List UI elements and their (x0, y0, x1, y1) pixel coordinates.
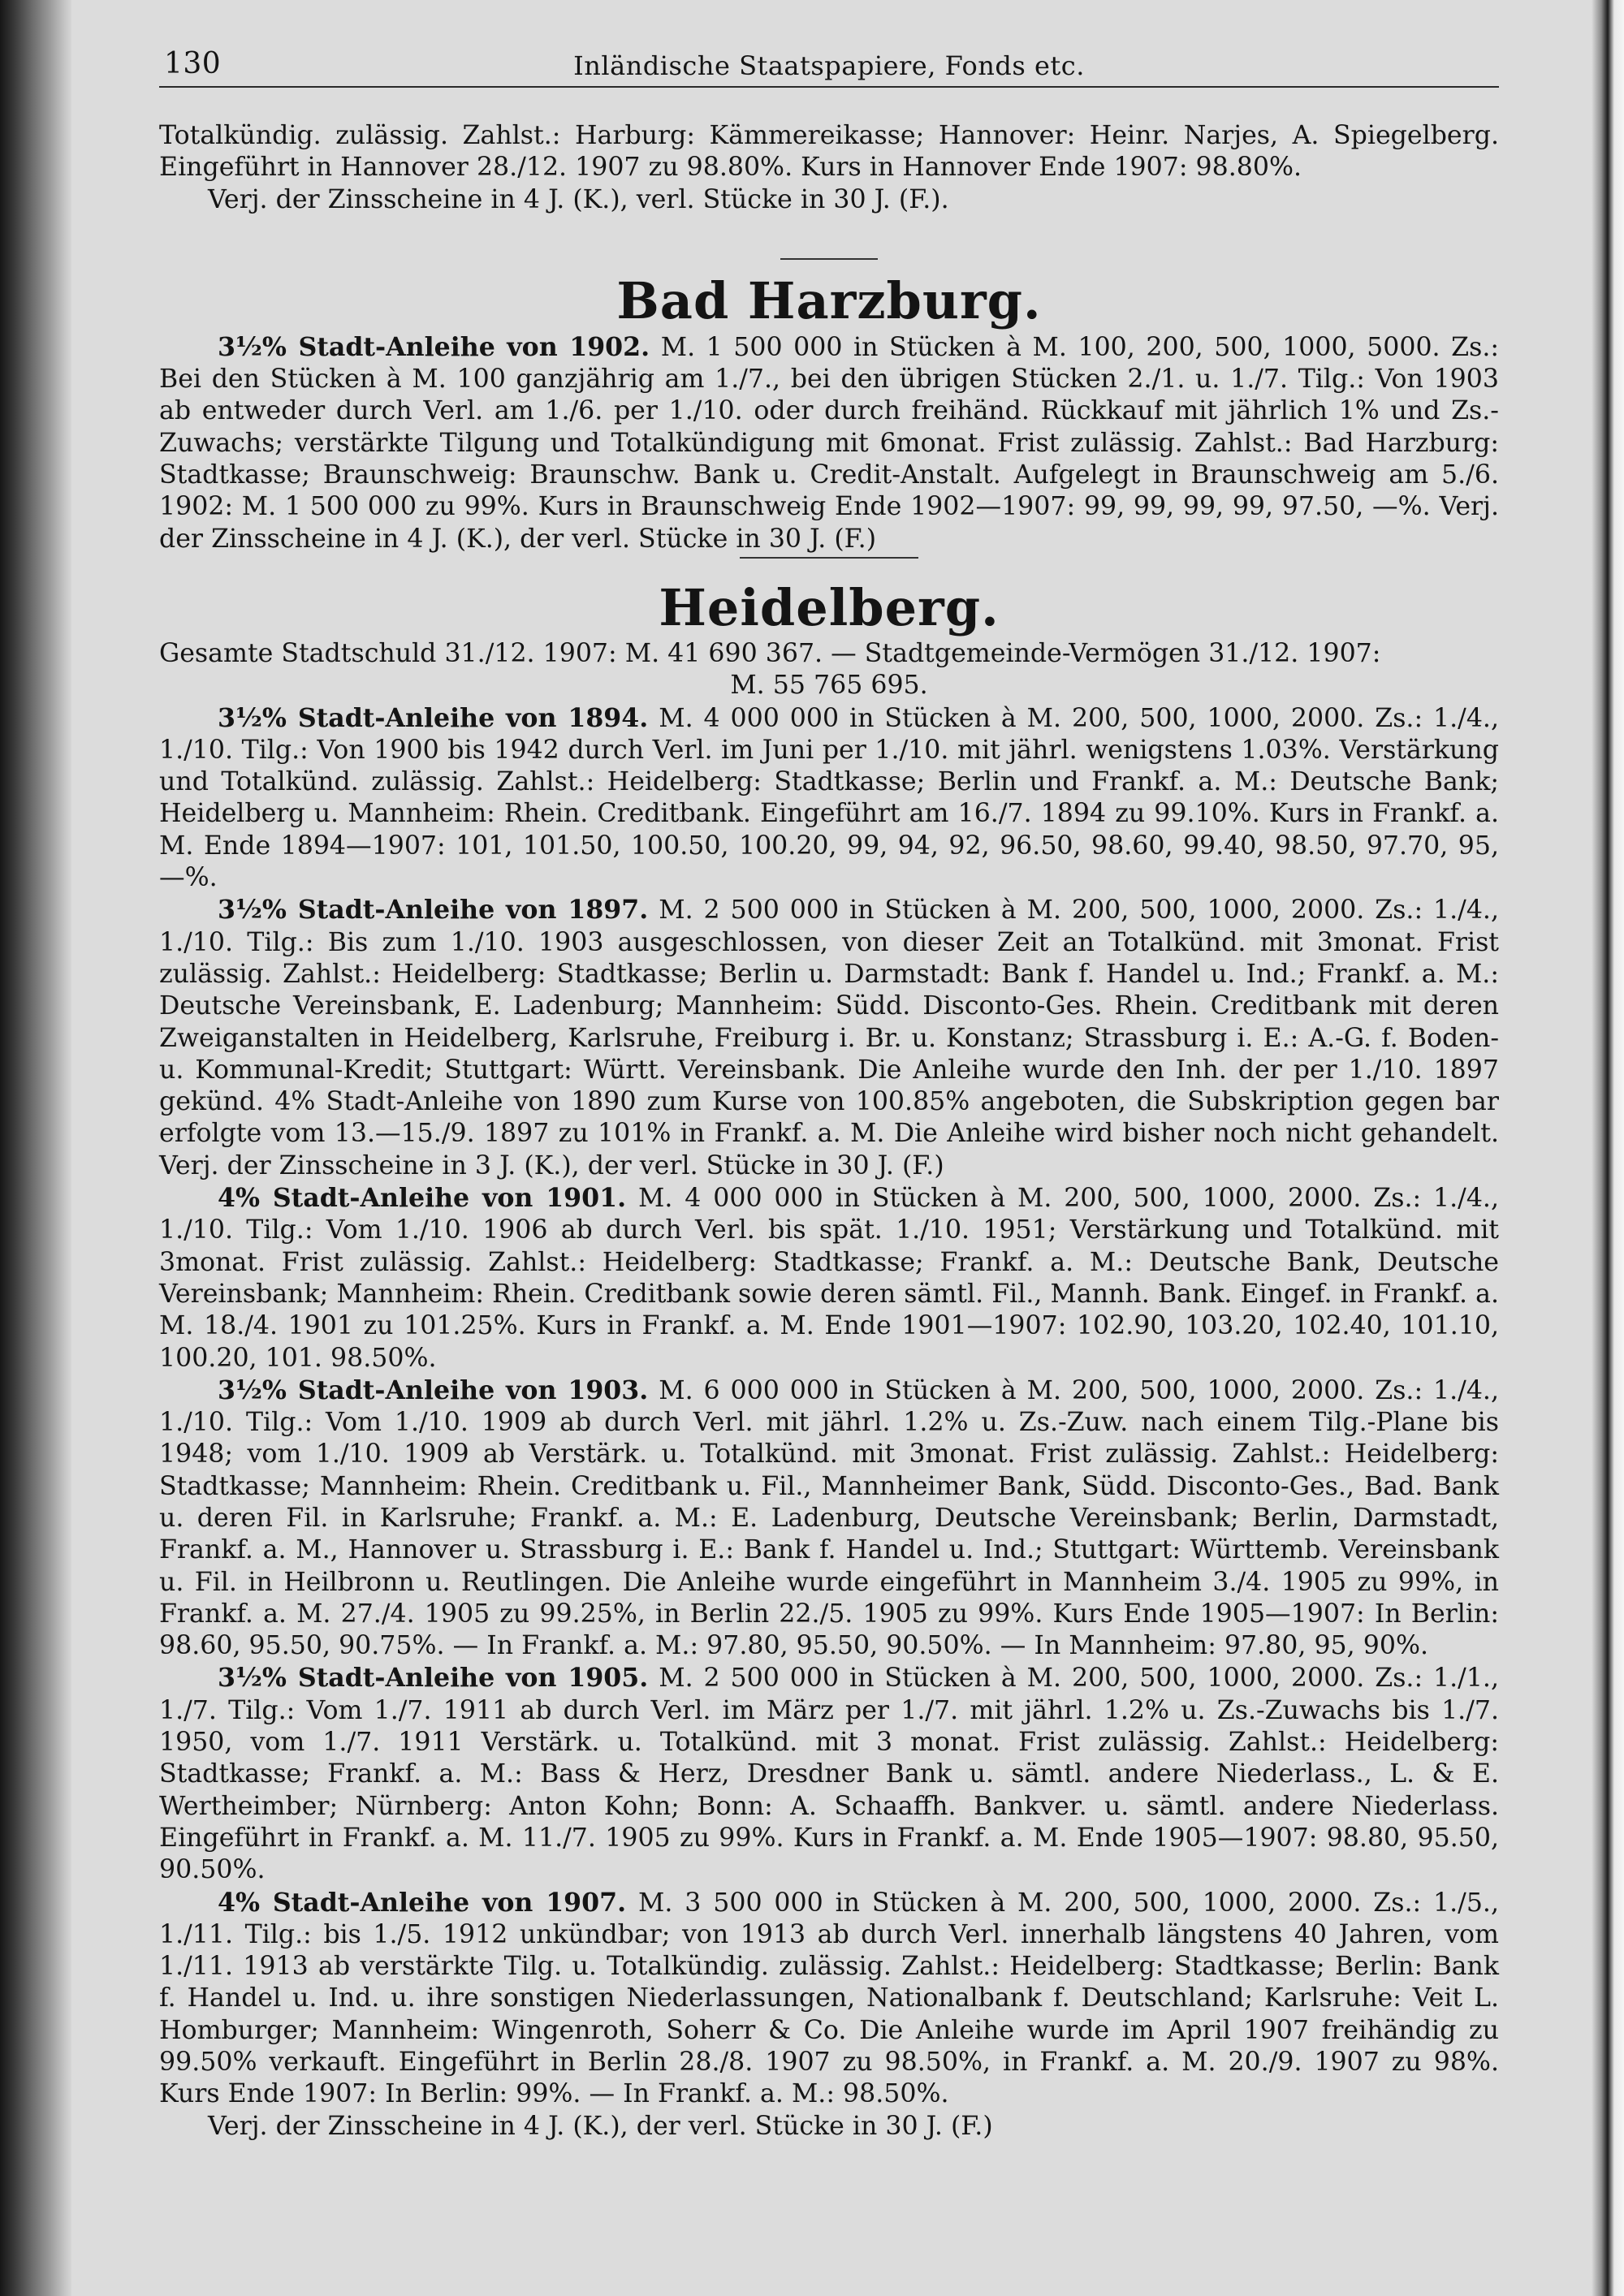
book-binding-shadow (0, 0, 71, 2296)
bond-entry (159, 1375, 1499, 1663)
page-number: 130 (164, 47, 222, 80)
bond-title: 3½% Stadt-Anleihe von 1902. (218, 331, 650, 362)
intro-paragraph: Totalkündig. zulässig. Zahlst.: Harburg: Kämmereikasse; Hannover: Heinr. Narjes, A. Spiegelberg. Eingeführt in Hannover 28./12. 1907 zu 98.80%. Kurs in Hannover Ende 1907: 98.80%. (159, 121, 1499, 183)
running-header (159, 47, 1499, 89)
bond-title: 3½% Stadt-Anleihe von 1894. (218, 702, 649, 733)
bond-text: M. 4 000 000 in Stücken à M. 200, 500, 1000, 2000. Zs.: 1./4., 1./10. Tilg.: Vom 1./10. 1906 ab durch Verl. bis spät. 1./10. 1951; Verstärkung und Totalkünd. mit 3monat. Frist zulässig. Zahlst.: Heidelberg: Stadtkasse; Frankf. a. M.: Deutsche Bank, Deutsche Vereinsbank; Mannheim: Rhein. Creditbank sowie deren sämtl. Fil., Mannh. Bank. Eingef. in Frankf. a. M. 18./4. 1901 zu 101.25%. Kurs in Frankf. a. M. Ende 1901—1907: 102.90, 103.20, 102.40, 101.10, 100.20, 101. 98.50%. (159, 1184, 1500, 1373)
bond-entry (159, 331, 1499, 555)
section-title-bad-harzburg: Bad Harzburg. (616, 270, 1042, 330)
running-title: Inländische Staatspapiere, Fonds etc. (573, 50, 1085, 81)
page (159, 47, 1499, 2143)
bond-title: 3½% Stadt-Anleihe von 1905. (218, 1663, 649, 1694)
city-assets-summary: M. 55 765 695. (730, 671, 928, 701)
page-edge (1592, 0, 1624, 2296)
bond-title: 4% Stadt-Anleihe von 1901. (218, 1183, 627, 1214)
city-debt-summary: Gesamte Stadtschuld 31./12. 1907: M. 41 690 367. — Stadtgemeinde-Vermögen 31./12. 1907: (159, 638, 1381, 668)
bond-entry (159, 1662, 1499, 1886)
section-divider (780, 258, 878, 260)
bond-entry (159, 1182, 1499, 1375)
bond-text: M. 6 000 000 in Stücken à M. 200, 500, 1000, 2000. Zs.: 1./4., 1./10. Tilg.: Vom 1./10. 1909 ab durch Verl. mit jährl. 1.2% u. Zs.-Zuw. nach einem Tilg.-Plane bis 1948; vom 1./10. 1909 ab Verstärk. u. Totalkünd. mit 3monat. Frist zulässig. Zahlst.: Heidelberg: Stadtkasse; Mannheim: Rhein. Creditbank u. Fil., Mannheimer Bank, Südd. Disconto-Ges., Bad. Bank u. deren Fil. in Karlsruhe; Frankf. a. M.: E. Ladenburg, Deutsche Vereinsbank; Berlin, Darmstadt, Frankf. a. M., Hannover u. Strassburg i. E.: Bank f. Handel u. Ind.; Stuttgart: Württemb. Vereinsbank u. Fil. in Heilbronn u. Reutlingen. Die Anleihe wurde eingeführt in Mannheim 3./4. 1905 zu 99%, in Frankf. a. M. 27./4. 1905 zu 99.25%, in Berlin 22./5. 1905 zu 99%. Kurs Ende 1905—1907: In Berlin: 98.60, 95.50, 90.75%. — In Frankf. a. M.: 97.80, 95.50, 90.50%. — In Mannheim: 97.80, 95, 90%. (159, 1375, 1500, 1661)
bond-text: M. 2 500 000 in Stücken à M. 200, 500, 1000, 2000. Zs.: 1./1., 1./7. Tilg.: Vom 1./7. 1911 ab durch Verl. im März per 1./7. mit jährl. 1.2% u. Zs.-Zuwachs bis 1./7. 1950, vom 1./7. 1911 Verstärk. u. Totalkünd. mit 3 monat. Frist zulässig. Zahlst.: Heidelberg: Stadtkasse; Frankf. a. M.: Bass & Herz, Dresdner Bank u. sämtl. andere Niederlass., L. & E. Wertheimber; Nürnberg: Anton Kohn; Bonn: A. Schaaffh. Bankver. u. sämtl. andere Niederlass. Eingeführt in Frankf. a. M. 11./7. 1905 zu 99%. Kurs in Frankf. a. M. Ende 1905—1907: 98.80, 95.50, 90.50%. (159, 1664, 1500, 1885)
header-rule (159, 86, 1499, 88)
bond-entry (159, 1887, 1499, 2111)
bond-text: M. 1 500 000 in Stücken à M. 100, 200, 500, 1000, 5000. Zs.: Bei den Stücken à M. 100 ganzjährig am 1./7., bei den übrigen Stücken 2./1. u. 1./7. Tilg.: Von 1903 ab entweder durch Verl. am 1./6. per 1./10. oder durch freihänd. Rückkauf mit jährlich 1% und Zs.-Zuwachs; verstärkte Tilgung und Totalkündigung mit 6monat. Frist zulässig. Zahlst.: Bad Harzburg: Stadtkasse; Braunschweig: Braunschw. Bank u. Credit-Anstalt. Aufgelegt in Braunschweig am 5./6. 1902: M. 1 500 000 zu 99%. Kurs in Braunschweig Ende 1902—1907: 99, 99, 99, 99, 97.50, —%. Verj. der Zinsscheine in 4 J. (K.), der verl. Stücke in 30 J. (F.) (159, 332, 1500, 554)
bond-text: M. 2 500 000 in Stücken à M. 200, 500, 1000, 2000. Zs.: 1./4., 1./10. Tilg.: Bis zum 1./10. 1903 ausgeschlossen, von dieser Zeit an Totalkünd. mit 3monat. Frist zulässig. Zahlst.: Heidelberg: Stadtkasse; Berlin u. Darmstadt: Bank f. Handel u. Ind.; Frankf. a. M.: Deutsche Vereinsbank, E. Ladenburg; Mannheim: Südd. Disconto-Ges. Rhein. Creditbank mit deren Zweiganstalten in Heidelberg, Karlsruhe, Freiburg i. Br. u. Konstanz; Strassburg i. E.: A.-G. f. Boden- u. Kommunal-Kredit; Stuttgart: Württ. Vereinsbank. Die Anleihe wurde den Inh. der per 1./10. 1897 gekünd. 4% Stadt-Anleihe von 1890 zum Kurse von 100.85% angeboten, die Subskription gegen bar erfolgte vom 13.—15./9. 1897 zu 101% in Frankf. a. M. Die Anleihe wird bisher noch nicht gehandelt. Verj. der Zinsscheine in 3 J. (K.), der verl. Stücke in 30 J. (F.) (159, 896, 1500, 1180)
bond-entry (159, 894, 1499, 1182)
bond-entry (159, 702, 1499, 895)
intro-verjaehrung: Verj. der Zinsscheine in 4 J. (K.), verl. Stücke in 30 J. (F.). (208, 184, 949, 214)
bond-text: M. 4 000 000 in Stücken à M. 200, 500, 1000, 2000. Zs.: 1./4., 1./10. Tilg.: Von 1900 bis 1942 durch Verl. im Juni per 1./10. mit jährl. wenigstens 1.03%. Verstärkung und Totalkünd. zulässig. Zahlst.: Heidelberg: Stadtkasse; Berlin und Frankf. a. M.: Deutsche Bank; Heidelberg u. Mannheim: Rhein. Creditbank. Eingeführt am 16./7. 1894 zu 99.10%. Kurs in Frankf. a. M. Ende 1894—1907: 101, 101.50, 100.50, 100.20, 99, 94, 92, 96.50, 98.60, 99.40, 98.50, 97.70, 95, —%. (159, 703, 1500, 893)
section-title-heidelberg: Heidelberg. (659, 577, 1000, 637)
bond-title: 3½% Stadt-Anleihe von 1903. (218, 1375, 649, 1405)
bond-text: M. 3 500 000 in Stücken à M. 200, 500, 1000, 2000. Zs.: 1./5., 1./11. Tilg.: bis 1./5. 1912 unkündbar; von 1913 ab durch Verl. innerhalb längstens 40 Jahren, vom 1./11. 1913 ab verstärkte Tilg. u. Totalkündig. zulässig. Zahlst.: Heidelberg: Stadtkasse; Berlin: Bank f. Handel u. Ind. u. ihre sonstigen Niederlassungen, Nationalbank f. Deutschland; Karlsruhe: Veit L. Homburger; Mannheim: Wingenroth, Soherr & Co. Die Anleihe wurde im April 1907 freihändig zu 99.50% verkauft. Eingeführt in Berlin 28./8. 1907 zu 98.50%, in Frankf. a. M. 20./9. 1907 zu 98%. Kurs Ende 1907: In Berlin: 99%. — In Frankf. a. M.: 98.50%. (159, 1888, 1500, 2109)
section-divider (740, 557, 918, 559)
bond-title: 3½% Stadt-Anleihe von 1897. (218, 895, 649, 926)
closing-verjaehrung: Verj. der Zinsscheine in 4 J. (K.), der verl. Stücke in 30 J. (F.) (208, 2111, 993, 2141)
bond-title: 4% Stadt-Anleihe von 1907. (218, 1887, 627, 1918)
